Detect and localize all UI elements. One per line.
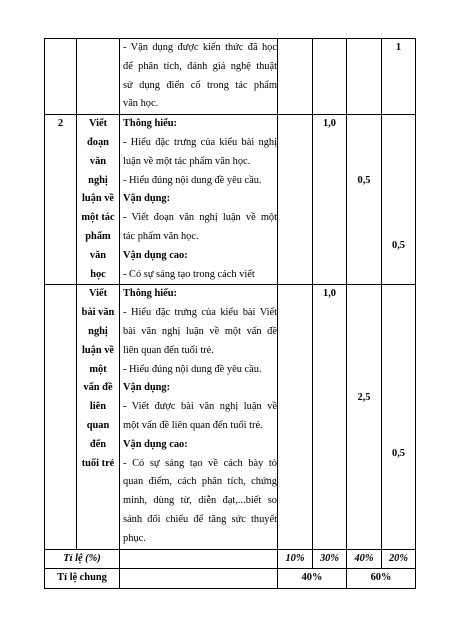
table-row-ratio xyxy=(45,549,416,569)
topic-line: học xyxy=(90,268,106,280)
topic-line: nghị xyxy=(88,174,108,186)
description-line: một vấn đề liên quan đến tuổi trẻ. xyxy=(123,419,263,431)
topic-line: luận về xyxy=(81,344,115,356)
topic-line: văn xyxy=(89,249,107,261)
level-heading: Vận dụng cao: xyxy=(123,249,188,261)
level-2-cell xyxy=(313,115,347,285)
topic-line: nghị xyxy=(88,325,108,337)
level-heading: Vận dụng cao: xyxy=(123,438,188,450)
level-4-cell xyxy=(382,39,416,115)
level-3-cell xyxy=(347,39,382,115)
topic-line: vấn đề xyxy=(83,382,113,394)
description-line: phục. xyxy=(123,532,146,544)
row-number-cell xyxy=(45,39,77,115)
topic-line: quan xyxy=(86,419,110,431)
level-1-cell xyxy=(278,39,313,115)
description-line: - Vận dụng được kiến thức đã học xyxy=(123,42,277,53)
description-line: văn học. xyxy=(123,98,159,110)
ratio-level-3 xyxy=(347,549,382,569)
ratio-level-4 xyxy=(382,549,416,569)
exam-matrix-table xyxy=(44,38,416,589)
description-line: minh, dùng từ, diễn đạt,...biết so xyxy=(123,495,277,507)
ratio-level-2 xyxy=(313,549,347,569)
topic-line: đoạn xyxy=(87,136,109,148)
level-4-value: 0,5 xyxy=(392,448,405,460)
description-line: - Hiểu đúng nội dung đề yêu cầu. xyxy=(123,174,262,186)
level-1-cell xyxy=(278,115,313,285)
total-value: 40% xyxy=(301,572,323,584)
level-heading: Vận dụng: xyxy=(123,382,171,394)
topic-line: luận về xyxy=(81,193,115,205)
description-line: - Hiểu đặc trưng của kiểu bài Viết xyxy=(123,307,277,319)
table-row-continuation xyxy=(45,39,416,115)
description-line: sánh đối chiếu để tăng sức thuyết xyxy=(123,513,277,525)
ratio-empty-cell xyxy=(120,549,278,569)
ratio-level-1 xyxy=(278,549,313,569)
description-line: - Hiểu đặc trưng của kiểu bài nghị xyxy=(123,136,277,148)
topic-line: một xyxy=(89,363,107,375)
description-line: sử dụng điển cố trong tác phẩm xyxy=(123,79,277,91)
total-level-1-2 xyxy=(278,569,347,589)
description-cell xyxy=(120,285,278,549)
topic-cell xyxy=(77,39,120,115)
level-4-value: 0,5 xyxy=(392,240,405,252)
total-value: 60% xyxy=(370,572,392,584)
topic-cell xyxy=(77,115,120,285)
topic-line: đến xyxy=(89,438,107,450)
ratio-label: Tỉ lệ (%) xyxy=(63,552,101,564)
level-heading: Vận dụng: xyxy=(123,193,171,205)
description-line: tác phẩm văn học. xyxy=(123,230,199,242)
description-line: - Viết được bài văn nghị luận về xyxy=(123,401,277,413)
total-level-3-4 xyxy=(347,569,416,589)
description-cell xyxy=(120,115,278,285)
topic-line: bài văn xyxy=(81,307,115,319)
description-line: luận về một tác phẩm văn học. xyxy=(123,155,251,167)
row-number: 2 xyxy=(57,118,64,130)
topic-line: một tác xyxy=(81,212,115,224)
level-3-value: 0,5 xyxy=(357,174,371,186)
level-2-cell xyxy=(313,285,347,549)
ratio-value: 20% xyxy=(388,552,409,564)
description-line: liên quan đến tuổi trẻ. xyxy=(123,344,214,356)
description-line: để phân tích, đánh giá nghệ thuật xyxy=(123,60,277,72)
topic-line: Viết xyxy=(88,118,108,130)
description-line: quan điểm, cách phân tích, chứng xyxy=(123,476,277,488)
level-2-cell xyxy=(313,39,347,115)
description-line: - Hiểu đúng nội dung đề yêu cầu. xyxy=(123,363,262,375)
table-row-total xyxy=(45,569,416,589)
description-line: - Có sự sáng tạo trong cách viết xyxy=(123,268,255,280)
level-3-cell xyxy=(347,115,382,285)
description-line: - Có sự sáng tạo về cách bày tỏ xyxy=(123,457,277,469)
total-label: Tỉ lệ chung xyxy=(57,572,107,584)
topic-line: phẩm xyxy=(85,230,111,242)
description-line: - Viết đoạn văn nghị luận về một xyxy=(123,212,277,224)
ratio-label-cell xyxy=(45,549,120,569)
row-number-cell xyxy=(45,115,77,285)
row-number-cell xyxy=(45,285,77,549)
total-empty-cell xyxy=(120,569,278,589)
topic-line: văn xyxy=(89,155,107,167)
level-heading: Thông hiểu: xyxy=(123,118,177,130)
ratio-value: 40% xyxy=(354,552,374,564)
table-row-essay-writing xyxy=(45,285,416,549)
level-heading: Thông hiểu: xyxy=(123,288,177,300)
description-line: bài văn nghị luận về một vấn đề xyxy=(123,325,277,337)
description-cell xyxy=(120,39,278,115)
level-1-cell xyxy=(278,285,313,549)
topic-line: tuổi trẻ xyxy=(81,457,115,469)
total-label-cell xyxy=(45,569,120,589)
level-2-value: 1,0 xyxy=(323,288,336,300)
level-3-value: 2,5 xyxy=(357,391,371,403)
level-4-cell xyxy=(382,285,416,549)
topic-line: liên xyxy=(89,401,107,413)
topic-cell xyxy=(77,285,120,549)
level-4-cell xyxy=(382,115,416,285)
topic-line: Viết xyxy=(88,288,108,300)
level-4-value: 1 xyxy=(395,42,402,53)
table-row-paragraph-writing xyxy=(45,115,416,285)
level-3-cell xyxy=(347,285,382,549)
level-2-value: 1,0 xyxy=(323,118,336,130)
ratio-value: 30% xyxy=(319,552,340,564)
ratio-value: 10% xyxy=(285,552,305,564)
